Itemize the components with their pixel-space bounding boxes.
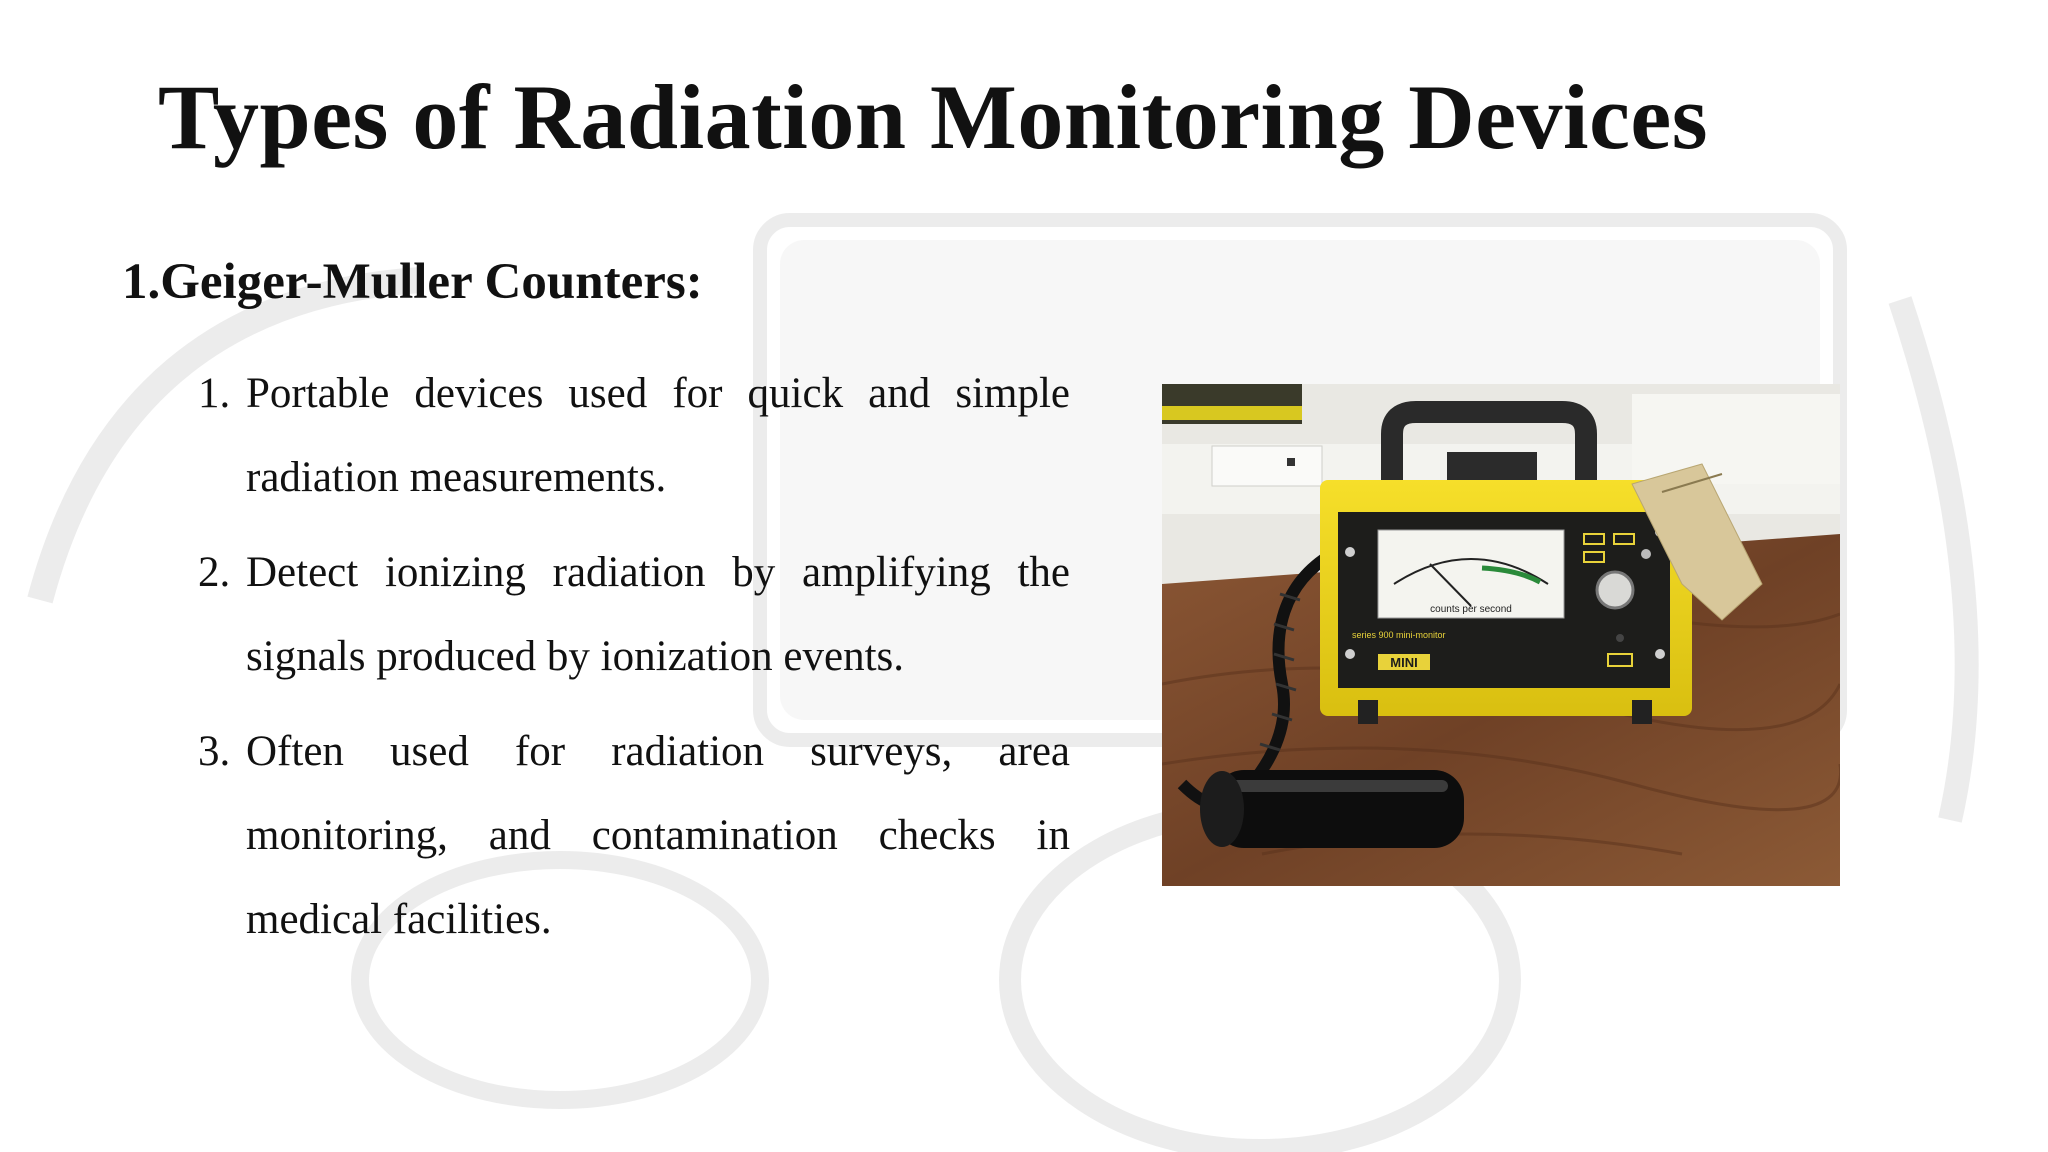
- geiger-counter-photo: [1162, 384, 1840, 886]
- list-item-number: 2.: [198, 549, 231, 596]
- bullet-list: [198, 352, 1070, 973]
- list-item-text: Often used for radiation surveys, area monitoring, and contamination checks in medical facilities.: [246, 728, 1070, 943]
- list-item: [198, 352, 1070, 520]
- slide-title: Types of Radiation Monitoring Devices: [158, 66, 1709, 168]
- probe: [1200, 770, 1464, 848]
- list-item-number: 1.: [198, 370, 231, 417]
- section-heading: 1.Geiger-Muller Counters:: [122, 254, 703, 310]
- brand-label: MINI: [1390, 655, 1418, 670]
- model-label: series 900 mini-monitor: [1352, 630, 1446, 640]
- meter-caption: counts per second: [1430, 604, 1512, 615]
- range-knob-icon: [1597, 572, 1633, 608]
- list-item-number: 3.: [198, 728, 231, 775]
- list-item: [198, 710, 1070, 962]
- list-item-text: Detect ionizing radiation by amplifying the signals produced by ionization events.: [246, 549, 1070, 680]
- list-item: [198, 531, 1070, 699]
- list-item-text: Portable devices used for quick and simple radiation measurements.: [246, 370, 1070, 501]
- geiger-counter-illustration: [1162, 384, 1840, 886]
